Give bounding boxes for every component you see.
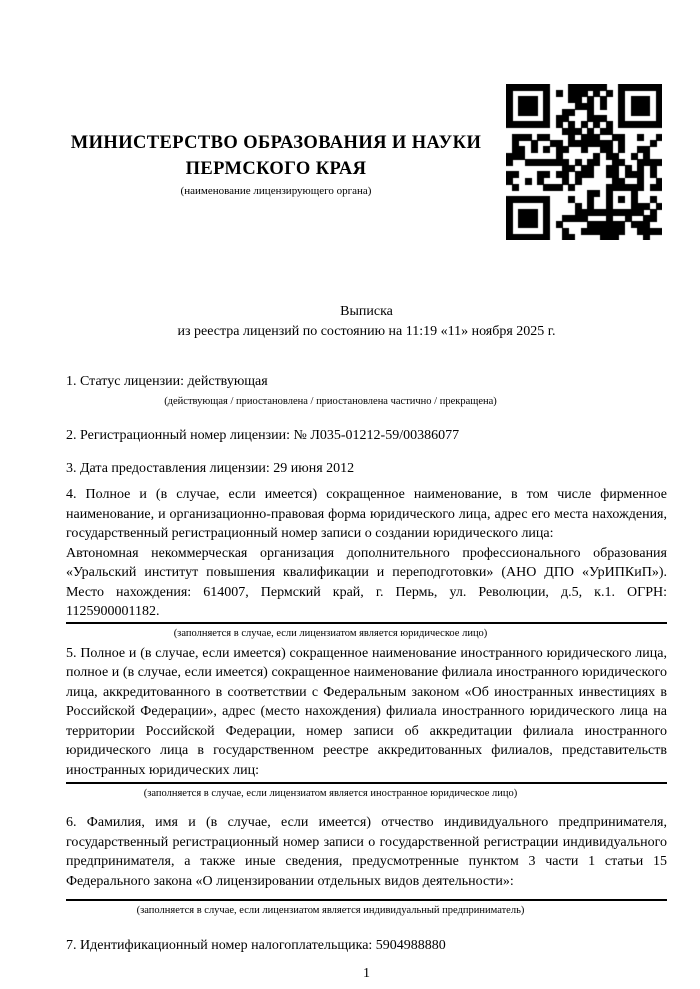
legal-entity-text: 4. Полное и (в случае, если имеется) сокращенное наименование, в том числе фирменное наименование, и организационно-правовая форма юридического лица, адрес его места нахождения, государственный регистрационный номер записи о создании юридического лица: [66, 487, 667, 541]
license-status-caption: (действующая / приостановлена / приостановлена частично / прекращена) [164, 396, 497, 407]
document-body [66, 302, 667, 984]
item-taxpayer-number [66, 936, 667, 956]
foreign-entity-text: 5. Полное и (в случае, если имеется) сокращенное наименование иностранного юридического лица, полное и (в случае, если имеется) сокращенное наименование филиала иностранного юридического лица, аккредитованного в соответствии с Федеральным законом «Об иностранных инвестициях в Российской Федерации», адрес (место нахождения) филиала иностранного юридического лица на территории Российской Федерации, номер записи об аккредитации филиала иностранного юридического лица в государственном реестре аккредитованных филиалов, представительств иностранных юридических лиц: [66, 645, 667, 778]
document-title [66, 302, 667, 342]
item-license-status [66, 372, 667, 409]
entrepreneur-text: 6. Фамилия, имя и (в случае, если имеется) отчество индивидуального предпринимателя, государственный регистрационный номер записи о государственной регистрации индивидуального предпринимателя, а также иные сведения, предусмотренные пунктом 3 части 1 статьи 15 Федерального закона «О лицензировании отдельных видов деятельности»: [66, 815, 667, 889]
qr-code-icon [506, 84, 662, 240]
item-grant-date [66, 459, 667, 479]
grant-date-text: 3. Дата предоставления лицензии: 29 июня 2012 [66, 461, 355, 476]
foreign-entity-caption: (заполняется в случае, если лицензиатом является иностранное юридическое лицо) [143, 788, 518, 799]
license-status-text: 1. Статус лицензии: действующая [66, 374, 268, 389]
legal-entity-value: Автономная некоммерческая организация дополнительного профессионального образования «Уральский институт повышения квалификации и переподготовки» (АНО ДПО «УрИПКиП»). Место нахождения: 614007, Пермский край, г. Пермь, ул. Революции, д.5, к.1. ОГРН: 1125900001182. [66, 545, 667, 619]
qr-code-icon [506, 84, 662, 240]
document-title-line2: из реестра лицензий по состоянию на 11:19 «11» ноября 2025 г. [177, 324, 556, 339]
fill-in-rule [66, 782, 667, 784]
licensing-authority-block [66, 0, 486, 198]
taxpayer-number-text: 7. Идентификационный номер налогоплательщика: 5904988880 [66, 938, 446, 953]
page-number: 1 [363, 966, 370, 981]
item-foreign-entity [66, 644, 667, 802]
item-individual-entrepreneur [66, 813, 667, 918]
document-title-line1: Выписка [340, 304, 393, 319]
authority-name-line1: МИНИСТЕРСТВО ОБРАЗОВАНИЯ И НАУКИ [70, 133, 482, 153]
registration-number-text: 2. Регистрационный номер лицензии: № Л035-01212-59/00386077 [66, 428, 460, 443]
authority-caption: (наименование лицензирующего органа) [180, 185, 372, 197]
fill-in-rule [66, 622, 667, 624]
fill-in-rule [66, 899, 667, 901]
item-registration-number [66, 426, 667, 446]
entrepreneur-caption: (заполняется в случае, если лицензиатом является индивидуальный предприниматель) [136, 905, 525, 916]
item-legal-entity [66, 485, 667, 641]
legal-entity-caption: (заполняется в случае, если лицензиатом является юридическое лицо) [173, 627, 488, 639]
authority-name-line2: ПЕРМСКОГО КРАЯ [185, 159, 367, 179]
